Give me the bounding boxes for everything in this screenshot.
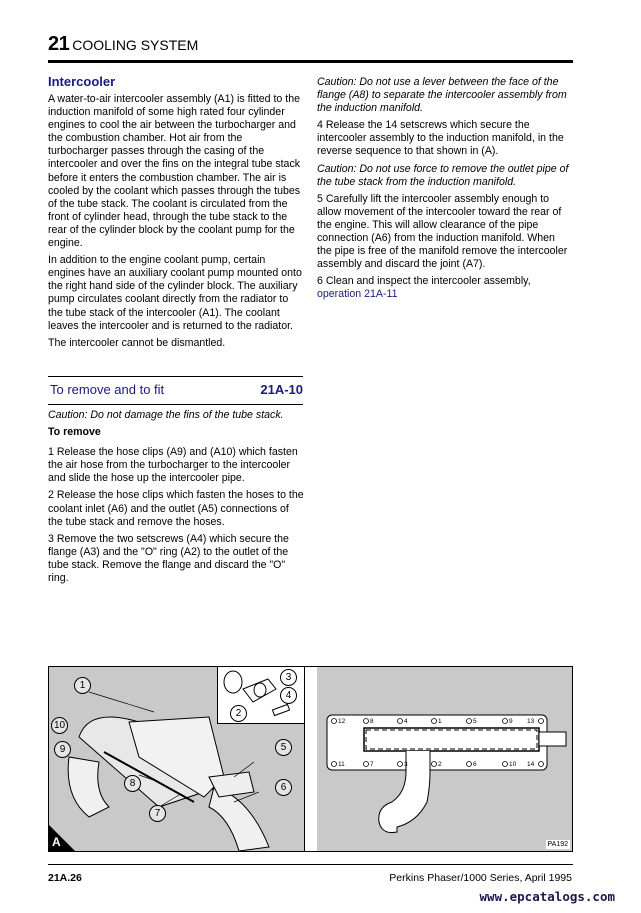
step-text: Clean and inspect the intercooler assembly,: [325, 275, 531, 288]
callout-7: 7: [149, 805, 166, 822]
operation-link[interactable]: operation 21A-11: [317, 288, 398, 301]
step-2: [48, 489, 306, 528]
step-1: [48, 446, 306, 485]
step-4: [317, 119, 572, 158]
intercooler-paragraph-1: A water-to-air intercooler assembly (A1) is fitted to the induction manifold of some high rated four cylinder engines to cool the air between the turbocharger and the combustion chamber. Hot air from the turbocharger passes through the casing of the intercooler and over the fins on the integral tube stack before it enters the combustion chamber. The air is cooled by the coolant which passes through the tubes of the tube stack. The coolant is circulated from the front of cylinder head, through the tube stack to the rear of the cylinder block by the coolant pump for the engine.: [48, 93, 301, 250]
section-title: To remove and to fit: [50, 382, 165, 397]
header-rule: [48, 60, 573, 63]
svg-text:3: 3: [404, 761, 408, 768]
intercooler-section: [48, 74, 303, 354]
svg-text:7: 7: [370, 761, 374, 768]
flange-inset: [217, 667, 305, 724]
callout-8: 8: [124, 775, 141, 792]
svg-text:13: 13: [527, 718, 535, 725]
remove-steps-left: [48, 409, 306, 589]
callout-2: 2: [230, 705, 247, 722]
callout-10: 10: [51, 717, 68, 734]
chapter-header: [48, 33, 198, 56]
chapter-number: 21: [48, 33, 70, 55]
callout-6: 6: [275, 779, 292, 796]
step-number: 3: [48, 532, 54, 545]
caution-fins: Caution: Do not damage the fins of the tube stack.: [48, 409, 284, 421]
engine-illustration: [49, 667, 304, 851]
publication-info: Perkins Phaser/1000 Series, April 1995: [389, 872, 572, 884]
step-text: Release the hose clips which fasten the hoses to the coolant inlet (A6) and the outlet (A5) connections of the tube stack and remove the hoses.: [48, 489, 304, 528]
step-number: 6: [317, 275, 323, 288]
callout-5: 5: [275, 739, 292, 756]
watermark: www.epcatalogs.com: [479, 889, 615, 904]
callout-1: 1: [74, 677, 91, 694]
footer-rule: [48, 864, 573, 865]
svg-text:10: 10: [509, 761, 517, 768]
intercooler-paragraph-3: The intercooler cannot be dismantled.: [48, 336, 226, 349]
step-text: Release the 14 setscrews which secure the intercooler assembly to the induction manifold, in the reverse sequence to that shown in (A).: [317, 119, 564, 158]
section-title-bar: [48, 376, 303, 405]
to-remove-subheading: To remove: [48, 426, 101, 439]
svg-text:8: 8: [370, 718, 374, 725]
seq-12: 12: [338, 718, 346, 725]
step-text: Release the hose clips (A9) and (A10) which fasten the air hose from the turbocharger to the intercooler and slide the hose up the intercooler pipe.: [48, 446, 298, 485]
step-number: 5: [317, 192, 323, 205]
chapter-title: COOLING SYSTEM: [72, 37, 199, 53]
step-5: [317, 193, 572, 272]
step-3: [48, 533, 306, 585]
callout-4: 4: [280, 687, 297, 704]
intercooler-heading: Intercooler: [48, 74, 116, 89]
page-number: 21A.26: [48, 872, 82, 884]
callout-3: 3: [280, 669, 297, 686]
step-6: [317, 275, 572, 301]
section-code: 21A-10: [260, 382, 303, 397]
step-text: Carefully lift the intercooler assembly enough to allow movement of the intercooler toward the rear of the engine. This will allow clearance of the pipe connection (A6) from the induction manifold. When the pipe is free of the manifold remove the intercooler assembly and discard the joint (A7).: [317, 192, 568, 271]
tightening-sequence-diagram: [317, 667, 572, 851]
svg-text:4: 4: [404, 718, 408, 725]
caution-lever: Caution: Do not use a lever between the face of the flange (A8) to separate the intercooler assembly from the induction manifold.: [317, 76, 567, 115]
remove-steps-right: [317, 76, 572, 306]
figure-label: A: [52, 835, 61, 849]
callout-9: 9: [54, 741, 71, 758]
step-number: 1: [48, 446, 54, 459]
step-text: Remove the two setscrews (A4) which secure the flange (A3) and the "O" ring (A2) to the outlet of the tube stack. Remove the flange and discard the "O" ring.: [48, 532, 289, 585]
svg-text:6: 6: [473, 761, 477, 768]
intercooler-paragraph-2: In addition to the engine coolant pump, certain engines have an auxiliary coolant pump mounted onto the right hand side of the cylinder block. The auxiliary pump circulates coolant directly from the radiator to the tube stack of the intercooler (A1). The coolant leaves the intercooler and is returned to the radiator.: [48, 254, 302, 332]
step-number: 4: [317, 119, 323, 132]
svg-text:14: 14: [527, 761, 535, 768]
tightening-sequence-icon: [317, 667, 572, 851]
svg-text:9: 9: [509, 718, 513, 725]
step-number: 2: [48, 489, 54, 502]
svg-text:1: 1: [438, 718, 442, 725]
caution-force: Caution: Do not use force to remove the outlet pipe of the tube stack from the induction manifold.: [317, 162, 569, 188]
svg-text:5: 5: [473, 718, 477, 725]
svg-text:11: 11: [338, 761, 345, 768]
svg-text:2: 2: [438, 761, 442, 768]
figure-reference: PA192: [547, 841, 568, 848]
figure-a: [48, 666, 573, 852]
figure-divider: [304, 667, 318, 851]
